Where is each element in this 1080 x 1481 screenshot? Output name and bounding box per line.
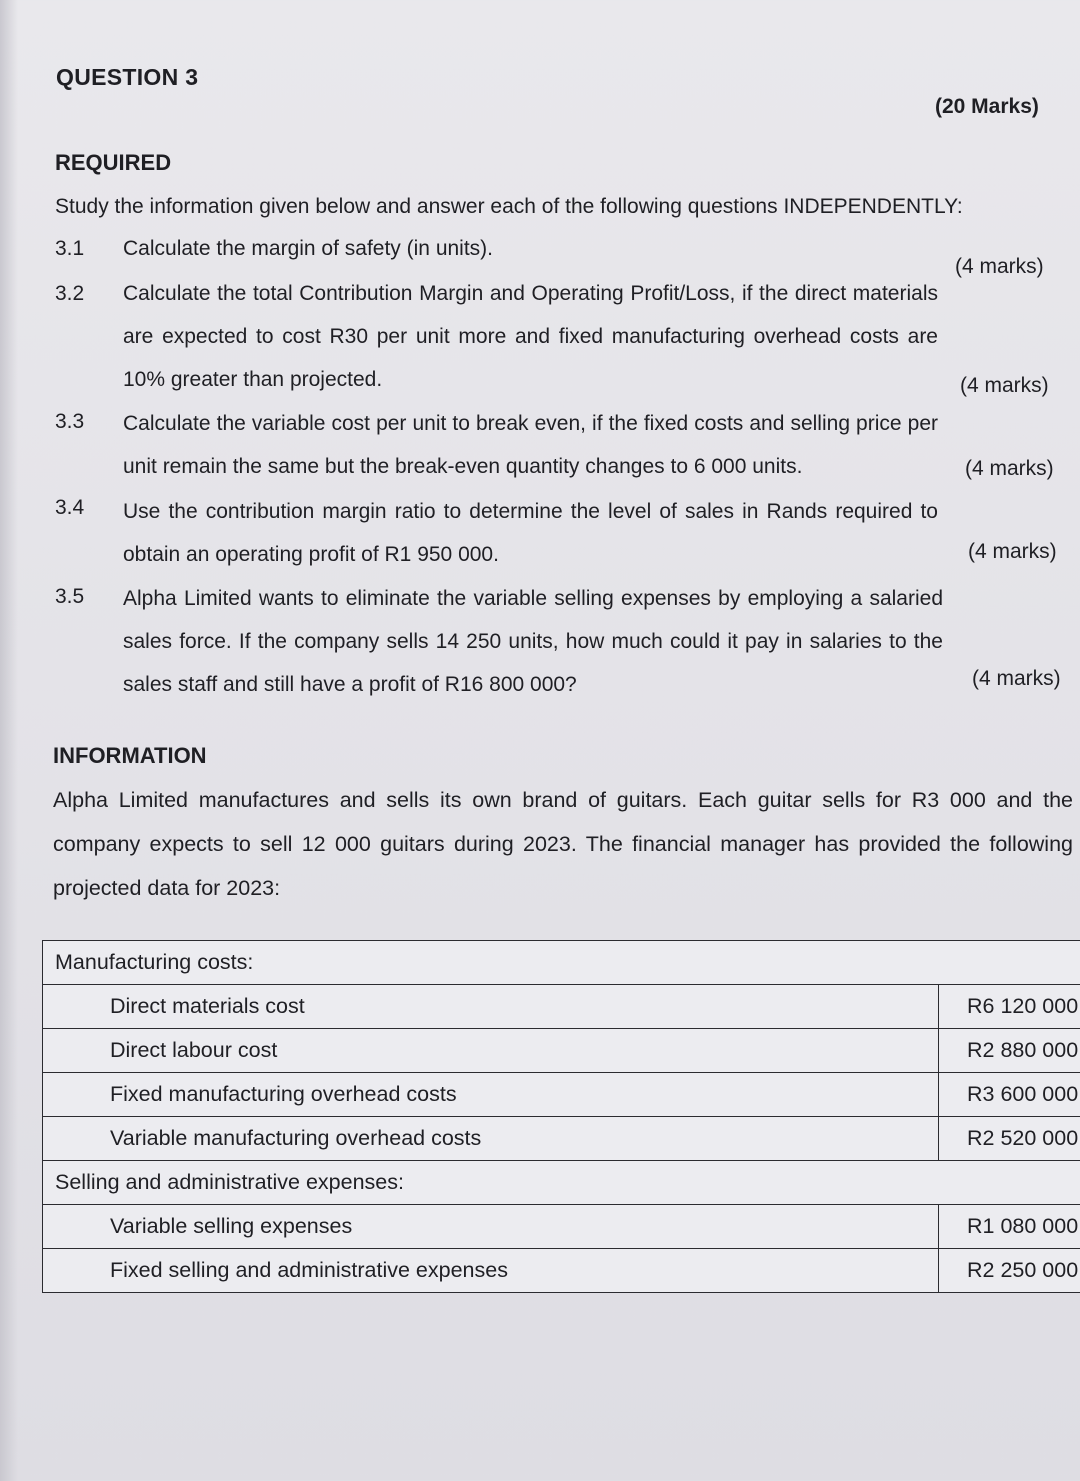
cost-amount: R2 250 000: [939, 1249, 1080, 1293]
table-row: [43, 1117, 1080, 1161]
table-row: [43, 1249, 1080, 1293]
question-text: Alpha Limited wants to eliminate the variable selling expenses by employing a salaried sales force. If the company sells 14 250 units, how much could it pay in salaries to the sales staff and still have a profit of R16 800 000?: [123, 587, 943, 696]
cost-amount: R2 880 000: [939, 1029, 1080, 1073]
cost-amount: R6 120 000: [939, 985, 1080, 1029]
cost-amount: R3 600 000: [939, 1073, 1080, 1117]
question-text: Calculate the variable cost per unit to break even, if the fixed costs and selling price per unit remain the same but the break-even quantity changes to 6 000 units.: [123, 412, 938, 478]
cost-amount: R1 080 000: [939, 1205, 1080, 1249]
question-marks: (4 marks): [965, 457, 1054, 480]
question-number: 3.5: [55, 585, 85, 608]
question-number: 3.4: [55, 496, 85, 519]
table-section-row: [43, 1161, 1080, 1205]
table-section-row: [43, 941, 1080, 985]
information-heading: INFORMATION: [53, 743, 207, 768]
cost-label: Direct labour cost: [43, 1029, 939, 1073]
question-marks: (4 marks): [960, 374, 1049, 397]
question-text: Calculate the margin of safety (in units).: [123, 237, 494, 260]
table-row: [43, 1205, 1080, 1249]
question-number: 3.2: [55, 282, 85, 305]
question-marks: (4 marks): [972, 667, 1061, 690]
table-row: [43, 985, 1080, 1029]
required-heading: REQUIRED: [55, 150, 172, 175]
cost-amount: R2 520 000: [939, 1117, 1080, 1161]
question-text: Calculate the total Contribution Margin and Operating Profit/Loss, if the direct materials are expected to cost R30 per unit more and fixed manufacturing overhead costs are 10% greater than projected.: [123, 282, 938, 391]
question-title: QUESTION 3: [56, 64, 199, 90]
total-marks: (20 Marks): [935, 95, 1039, 118]
table-row: [43, 1029, 1080, 1073]
cost-label: Direct materials cost: [43, 985, 939, 1029]
question-marks: (4 marks): [968, 540, 1057, 563]
cost-label: Variable selling expenses: [43, 1205, 939, 1249]
page-edge-shadow: [0, 0, 18, 1481]
cost-label: Fixed manufacturing overhead costs: [43, 1073, 939, 1117]
cost-label: Fixed selling and administrative expenses: [43, 1249, 939, 1293]
information-text: Alpha Limited manufactures and sells its own brand of guitars. Each guitar sells for R3 000 and the company expects to sell 12 000 guitars during 2023. The financial manager has provided the following projected data for 2023:: [53, 788, 1073, 900]
instructions-text: Study the information given below and answer each of the following questions INDEPENDENTLY:: [55, 195, 963, 218]
question-number: 3.3: [55, 410, 85, 433]
table-row: [43, 1073, 1080, 1117]
cost-label: Variable manufacturing overhead costs: [43, 1117, 939, 1161]
projected-costs-table: [42, 940, 1080, 1293]
question-marks: (4 marks): [955, 255, 1044, 278]
selling-expenses-heading: Selling and administrative expenses:: [43, 1161, 1080, 1205]
question-number: 3.1: [55, 237, 85, 260]
manufacturing-costs-heading: Manufacturing costs:: [43, 941, 1080, 985]
question-text: Use the contribution margin ratio to determine the level of sales in Rands required to obtain an operating profit of R1 950 000.: [123, 500, 938, 566]
